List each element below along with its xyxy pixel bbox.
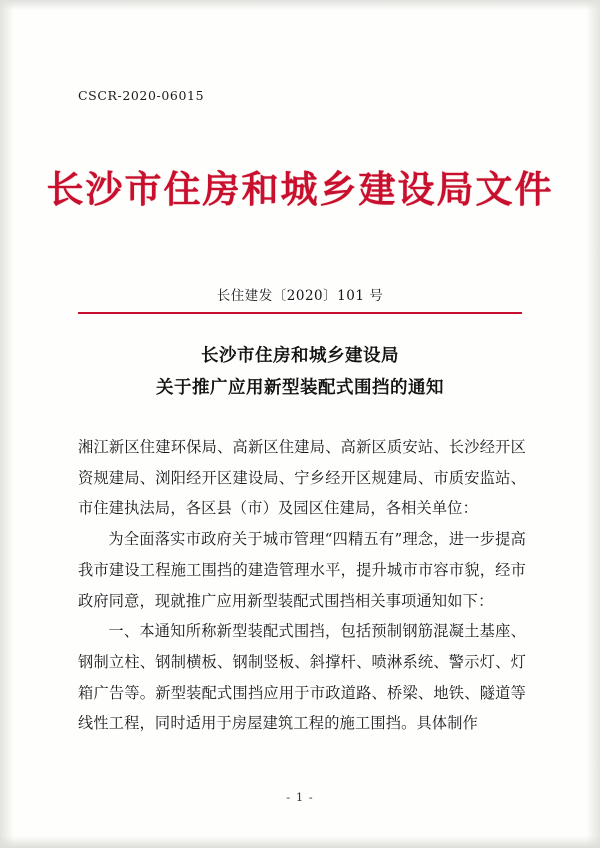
scan-edge-left <box>0 0 14 848</box>
document-number: CSCR-2020-06015 <box>78 88 205 103</box>
scan-edge-top <box>0 0 600 10</box>
issue-number: 长住建发〔2020〕101 号 <box>216 288 384 304</box>
body-paragraph-1: 湘江新区住建环保局、高新区住建局、高新区质安站、长沙经开区资规建局、浏阳经开区建设局、宁乡经开区规建局、市质安监站、市住建执法局，各区县（市）及园区住建局，各相关单位： <box>78 438 526 518</box>
title-line-1: 长沙市住房和城乡建设局 <box>201 346 399 366</box>
red-divider-rule <box>78 312 522 314</box>
document-body <box>78 432 526 739</box>
page-number: - 1 - <box>286 790 314 804</box>
masthead-title: 长沙市住房和城乡建设局文件 <box>46 167 554 211</box>
document-title <box>78 340 522 405</box>
title-line-2: 关于推广应用新型装配式围挡的通知 <box>156 378 444 399</box>
body-paragraph-2: 为全面落实市政府关于城市管理“四精五有”理念，进一步提高我市建设工程施工围挡的建造管理水平，提升城市市容市貌，经市政府同意，现就推广应用新型装配式围挡相关事项通知如下： <box>78 530 526 610</box>
scan-edge-right <box>586 0 600 848</box>
scan-edge-bottom <box>0 836 600 848</box>
body-paragraph-3: 一、本通知所称新型装配式围挡，包括预制钢筋混凝土基座、钢制立柱、钢制横板、钢制竖板、斜撑杆、喷淋系统、警示灯、灯箱广告等。新型装配式围挡应用于市政道路、桥梁、地铁、隧道等线性工程，同时适用于房屋建筑工程的施工围挡。具体制作 <box>78 622 526 733</box>
